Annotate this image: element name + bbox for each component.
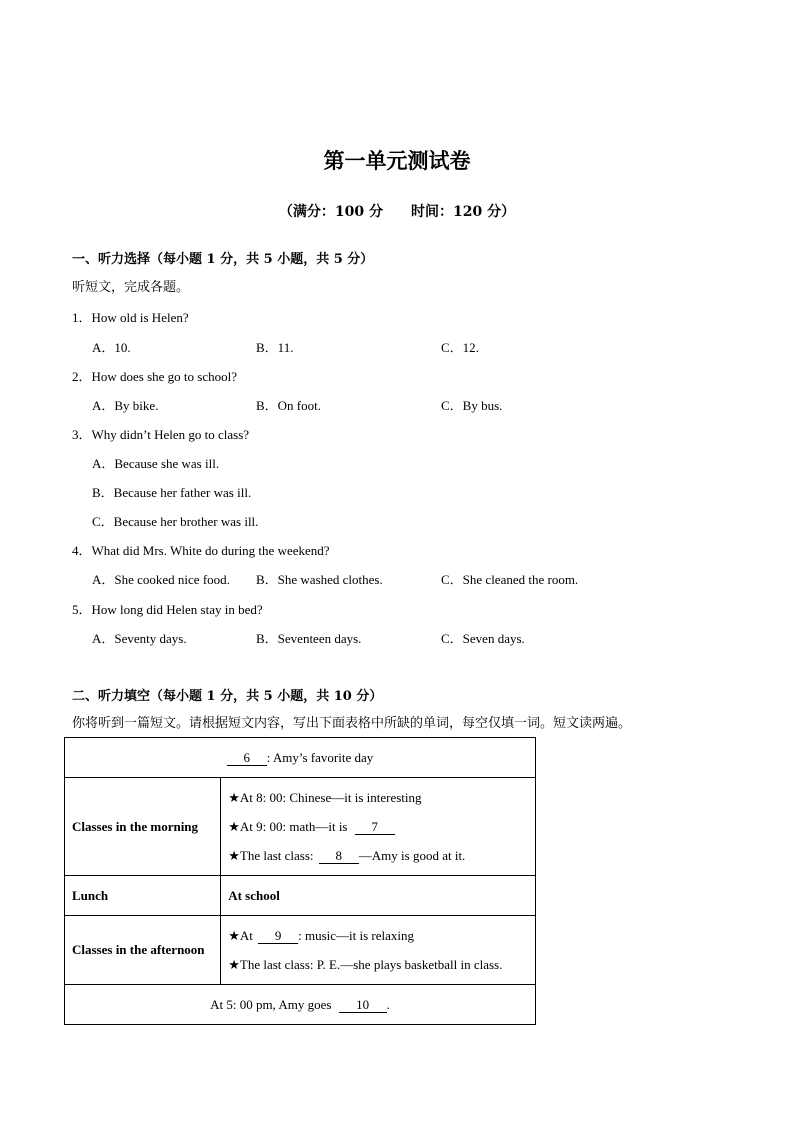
table-row (65, 985, 536, 1025)
q2-option-b[interactable]: B．On foot. (256, 398, 322, 413)
row1-text: : Amy’s favorite day (266, 749, 374, 765)
blank-9[interactable]: 9 (258, 929, 298, 944)
blank-10[interactable]: 10 (339, 998, 387, 1013)
morning-line-3-end: —Amy is good at it. (358, 848, 466, 863)
question-5: 5．How long did Helen stay in bed? (72, 602, 263, 617)
morning-line-3: ★The last class: (228, 848, 314, 863)
q3-option-a[interactable]: A．Because she was ill. (92, 456, 220, 471)
afternoon-label: Classes in the afternoon (65, 916, 221, 985)
blank-7[interactable]: 7 (355, 820, 395, 835)
q5-option-a[interactable]: A．Seventy days. (92, 631, 187, 646)
table-row (65, 916, 536, 985)
q4-option-b[interactable]: B．She washed clothes. (256, 572, 383, 587)
q5-option-c[interactable]: C．Seven days. (441, 631, 525, 646)
blank-6[interactable]: 6 (227, 751, 267, 766)
q3-option-c[interactable]: C．Because her brother was ill. (92, 514, 259, 529)
section1-instruction: 听短文，完成各题。 (72, 280, 190, 295)
lunch-label: Lunch (65, 876, 221, 916)
fill-in-table (64, 737, 536, 1025)
afternoon-line-2: ★The last class: P. E.—she plays basketball in class. (228, 957, 503, 972)
lunch-value: At school (221, 876, 536, 916)
q1-option-a[interactable]: A．10. (92, 340, 131, 355)
q1-option-c[interactable]: C．12. (441, 340, 479, 355)
q3-option-b[interactable]: B．Because her father was ill. (92, 485, 252, 500)
exam-info (0, 201, 794, 221)
table-row (65, 738, 536, 778)
question-3: 3．Why didn’t Helen go to class? (72, 427, 250, 442)
question-1: 1．How old is Helen? (72, 310, 189, 325)
section2-heading: 二、听力填空（每小题 1 分，共 5 小题，共 10 分） (72, 689, 383, 704)
time-label: 时间：120 分） (411, 204, 516, 220)
table-row (65, 876, 536, 916)
score-label: （满分：100 分 (278, 204, 383, 220)
last-row-text: At 5: 00 pm, Amy goes (210, 996, 332, 1012)
morning-line-1: ★At 8: 00: Chinese—it is interesting (228, 790, 422, 805)
q4-option-c[interactable]: C．She cleaned the room. (441, 572, 579, 587)
q2-option-c[interactable]: C．By bus. (441, 398, 503, 413)
morning-label: Classes in the morning (65, 778, 221, 876)
afternoon-line-1: ★At (228, 928, 253, 943)
last-row-end: . (386, 996, 390, 1012)
question-2: 2．How does she go to school? (72, 369, 238, 384)
question-4: 4．What did Mrs. White do during the weekend? (72, 543, 330, 558)
morning-line-2: ★At 9: 00: math—it is (228, 819, 348, 834)
q4-option-a[interactable]: A．She cooked nice food. (92, 572, 230, 587)
q2-option-a[interactable]: A．By bike. (92, 398, 159, 413)
table-row (65, 778, 536, 876)
q5-option-b[interactable]: B．Seventeen days. (256, 631, 362, 646)
blank-8[interactable]: 8 (319, 849, 359, 864)
section1-heading: 一、听力选择（每小题 1 分，共 5 小题，共 5 分） (72, 252, 374, 267)
q1-option-b[interactable]: B．11. (256, 340, 294, 355)
section2-instruction: 你将听到一篇短文。请根据短文内容，写出下面表格中所缺的单词，每空仅填一词。短文读两遍。 (72, 716, 632, 731)
afternoon-line-1-end: : music—it is relaxing (298, 928, 415, 943)
page-title: 第一单元测试卷 (323, 148, 471, 173)
